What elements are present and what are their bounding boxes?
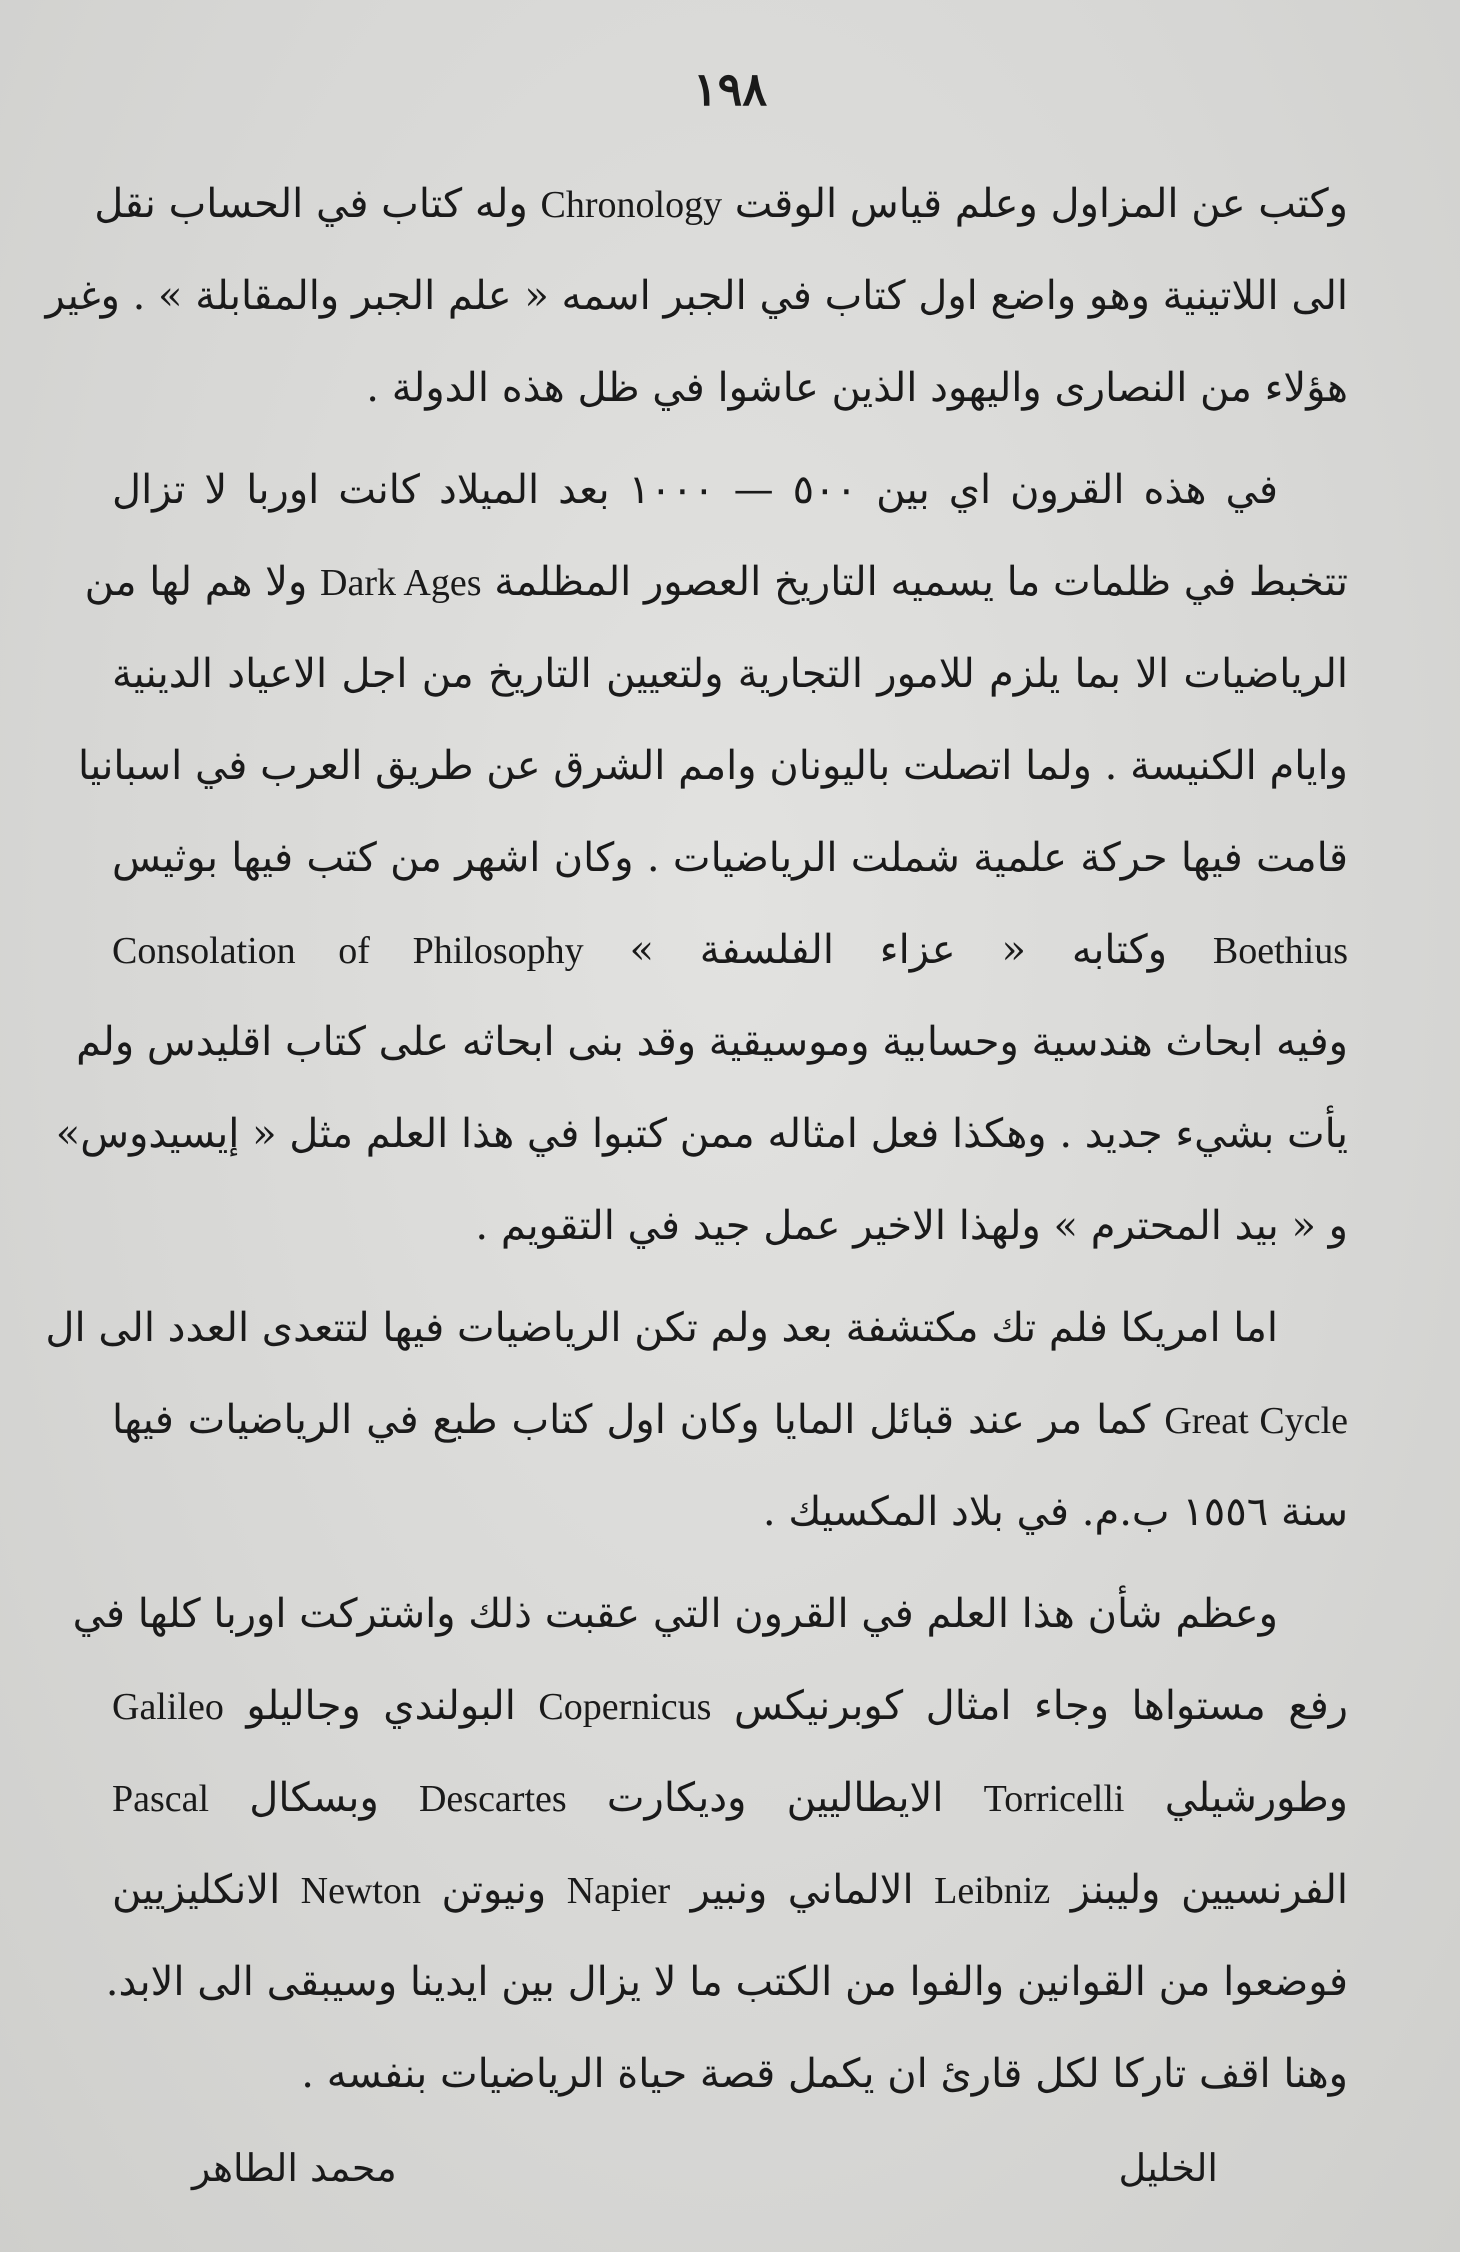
body-text (45, 158, 1349, 2120)
latin-term: Descartes (418, 1778, 567, 1820)
text-line: سنة ١٥٥٦ ب.م. في بلاد المكسيك . (762, 1489, 1348, 1535)
text-line: اما امريكا فلم تك مكتشفة بعد ولم تكن الرياضيات فيها لتتعدى العدد الى ال (45, 1305, 1278, 1351)
latin-term: Chronology (540, 184, 723, 226)
signature (112, 2128, 1348, 2208)
text-line: وطورشيلي Torricelli الايطاليين وديكارت Descartes وبسكال Pascal (112, 1775, 1348, 1821)
latin-term: Consolation of Philosophy (112, 930, 584, 972)
latin-term: Pascal (112, 1778, 210, 1820)
latin-term: Boethius (1212, 930, 1348, 972)
text-line: فوضعوا من القوانين والفوا من الكتب ما لا يزال بين ايدينا وسيبقى الى الابد. (105, 1959, 1348, 2005)
text-line: هؤلاء من النصارى واليهود الذين عاشوا في ظل هذه الدولة . (366, 365, 1348, 411)
text-line: الرياضيات الا بما يلزم للامور التجارية ولتعيين التاريخ من اجل الاعياد الدينية (112, 651, 1348, 697)
text-line: تتخبط في ظلمات ما يسميه التاريخ العصور المظلمة Dark Ages ولا هم لها من (84, 559, 1348, 605)
text-line: رفع مستواها وجاء امثال كوبرنيكس Copernicus البولندي وجاليلو Galileo (112, 1683, 1348, 1729)
latin-term: Leibniz (934, 1870, 1051, 1912)
text-line: الفرنسيين وليبنز Leibniz الالماني ونبير Napier ونيوتن Newton الانكليزيين (112, 1867, 1348, 1913)
latin-term: Napier (566, 1870, 671, 1912)
latin-term: Torricelli (983, 1778, 1125, 1820)
latin-term: Dark Ages (320, 562, 482, 604)
text-line: وعظم شأن هذا العلم في القرون التي عقبت ذلك واشتركت اوربا كلها في (72, 1591, 1278, 1637)
text-line: قامت فيها حركة علمية شملت الرياضيات . وكان اشهر من كتب فيها بوثيس (112, 835, 1348, 881)
latin-term: Copernicus (538, 1686, 712, 1728)
text-line: وفيه ابحاث هندسية وحسابية وموسيقية وقد بنى ابحاثه على كتاب اقليدس ولم (76, 1019, 1348, 1065)
text-line: و « بيد المحترم » ولهذا الاخير عمل جيد في التقويم . (475, 1203, 1348, 1249)
text-line: الى اللاتينية وهو واضع اول كتاب في الجبر اسمه « علم الجبر والمقابلة » . وغير (45, 273, 1348, 319)
text-line: Great Cycle كما مر عند قبائل المايا وكان اول كتاب طبع في الرياضيات فيها (112, 1397, 1349, 1443)
text-line: وكتب عن المزاول وعلم قياس الوقت Chronology وله كتاب في الحساب نقل (94, 181, 1348, 227)
latin-term: Great Cycle (1164, 1400, 1349, 1442)
page-number: ١٩٨ (692, 62, 768, 116)
signature-place: الخليل (1118, 2146, 1218, 2190)
text-line: يأت بشيء جديد . وهكذا فعل امثاله ممن كتبوا في هذا العلم مثل « إيسيدوس» (55, 1111, 1348, 1157)
text-line: Boethius وكتابه « عزاء الفلسفة » Consolation of Philosophy (112, 927, 1348, 973)
latin-term: Galileo (112, 1686, 224, 1728)
signature-author: محمد الطاهر (192, 2146, 397, 2190)
latin-term: Newton (300, 1870, 421, 1912)
text-line: وايام الكنيسة . ولما اتصلت باليونان وامم الشرق عن طريق العرب في اسبانيا (77, 743, 1348, 789)
text-line: وهنا اقف تاركا لكل قارئ ان يكمل قصة حياة الرياضيات بنفسه . (301, 2051, 1348, 2097)
text-line: في هذه القرون اي بين ٥٠٠ — ١٠٠٠ بعد الميلاد كانت اوربا لا تزال (112, 467, 1279, 513)
